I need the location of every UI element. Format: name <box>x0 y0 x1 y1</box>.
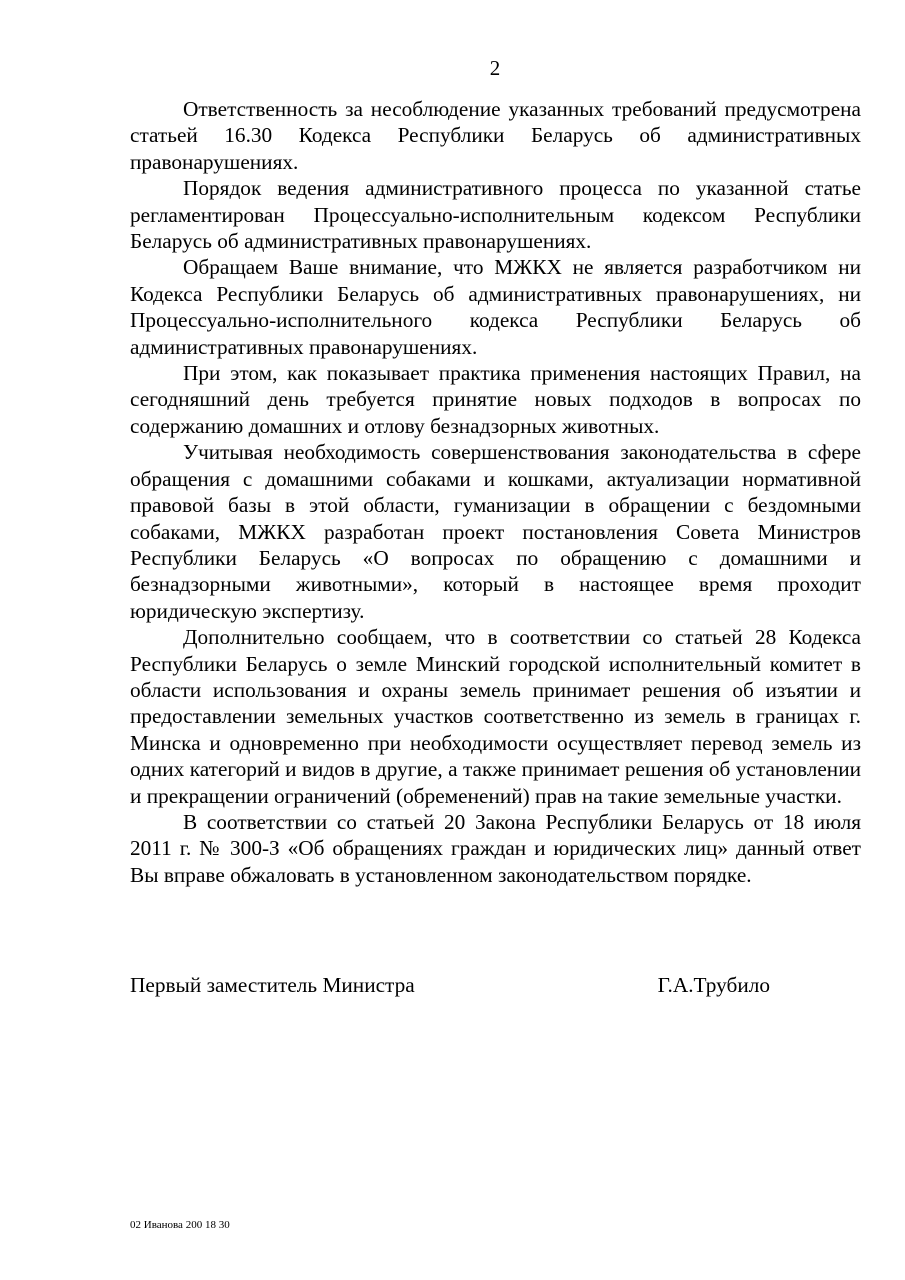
page-number: 2 <box>489 56 501 80</box>
executor-note: 02 Иванова 200 18 30 <box>130 1219 230 1231</box>
paragraph-liability: Ответственность за несоблюдение указанных требований предусмотрена статьей 16.30 Кодекса Республики Беларусь об административных правонарушениях. <box>130 97 861 174</box>
paragraph-not-developer: Обращаем Ваше внимание, что МЖКХ не является разработчиком ни Кодекса Республики Беларусь об административных правонарушениях, ни Процессуально-исполнительного кодекса Республики Беларусь об административных правонарушениях. <box>130 255 861 359</box>
signatory-position: Первый заместитель Министра <box>130 973 415 997</box>
signatory-name: Г.А.Трубило <box>657 973 770 997</box>
letter-body <box>130 96 861 888</box>
paragraph-procedure: Порядок ведения административного процесса по указанной статье регламентирован Процессуально-исполнительным кодексом Республики Беларусь об административных правонарушениях. <box>130 176 861 254</box>
paragraph-draft-resolution: Учитывая необходимость совершенствования законодательства в сфере обращения с домашними собаками и кошками, актуализации нормативной правовой базы в этой области, гуманизации в обращении с бездомными собаками, МЖКХ разработан проект постановления Совета Министров Республики Беларусь «О вопросах по обращению с домашними и безнадзорными животными», который в настоящее время проходит юридическую экспертизу. <box>130 440 861 623</box>
paragraph-practice: При этом, как показывает практика применения настоящих Правил, на сегодняшний день требуется принятие новых подходов в вопросах по содержанию домашних и отлову безнадзорных животных. <box>130 361 861 438</box>
paragraph-land-code: Дополнительно сообщаем, что в соответствии со статьей 28 Кодекса Республики Беларусь о земле Минский городской исполнительный комитет в области использования и охраны земель принимает решения об изъятии и предоставлении земельных участков соответственно из земель в границах г. Минска и одновременно при необходимости осуществляет перевод земель из одних категорий и видов в другие, а также принимает решения об установлении и прекращении ограничений (обременений) прав на такие земельные участки. <box>130 625 861 808</box>
paragraph-appeal-right: В соответствии со статьей 20 Закона Республики Беларусь от 18 июля 2011 г. № 300-З «Об обращениях граждан и юридических лиц» данный ответ Вы вправе обжаловать в установленном законодательством порядке. <box>130 809 861 887</box>
